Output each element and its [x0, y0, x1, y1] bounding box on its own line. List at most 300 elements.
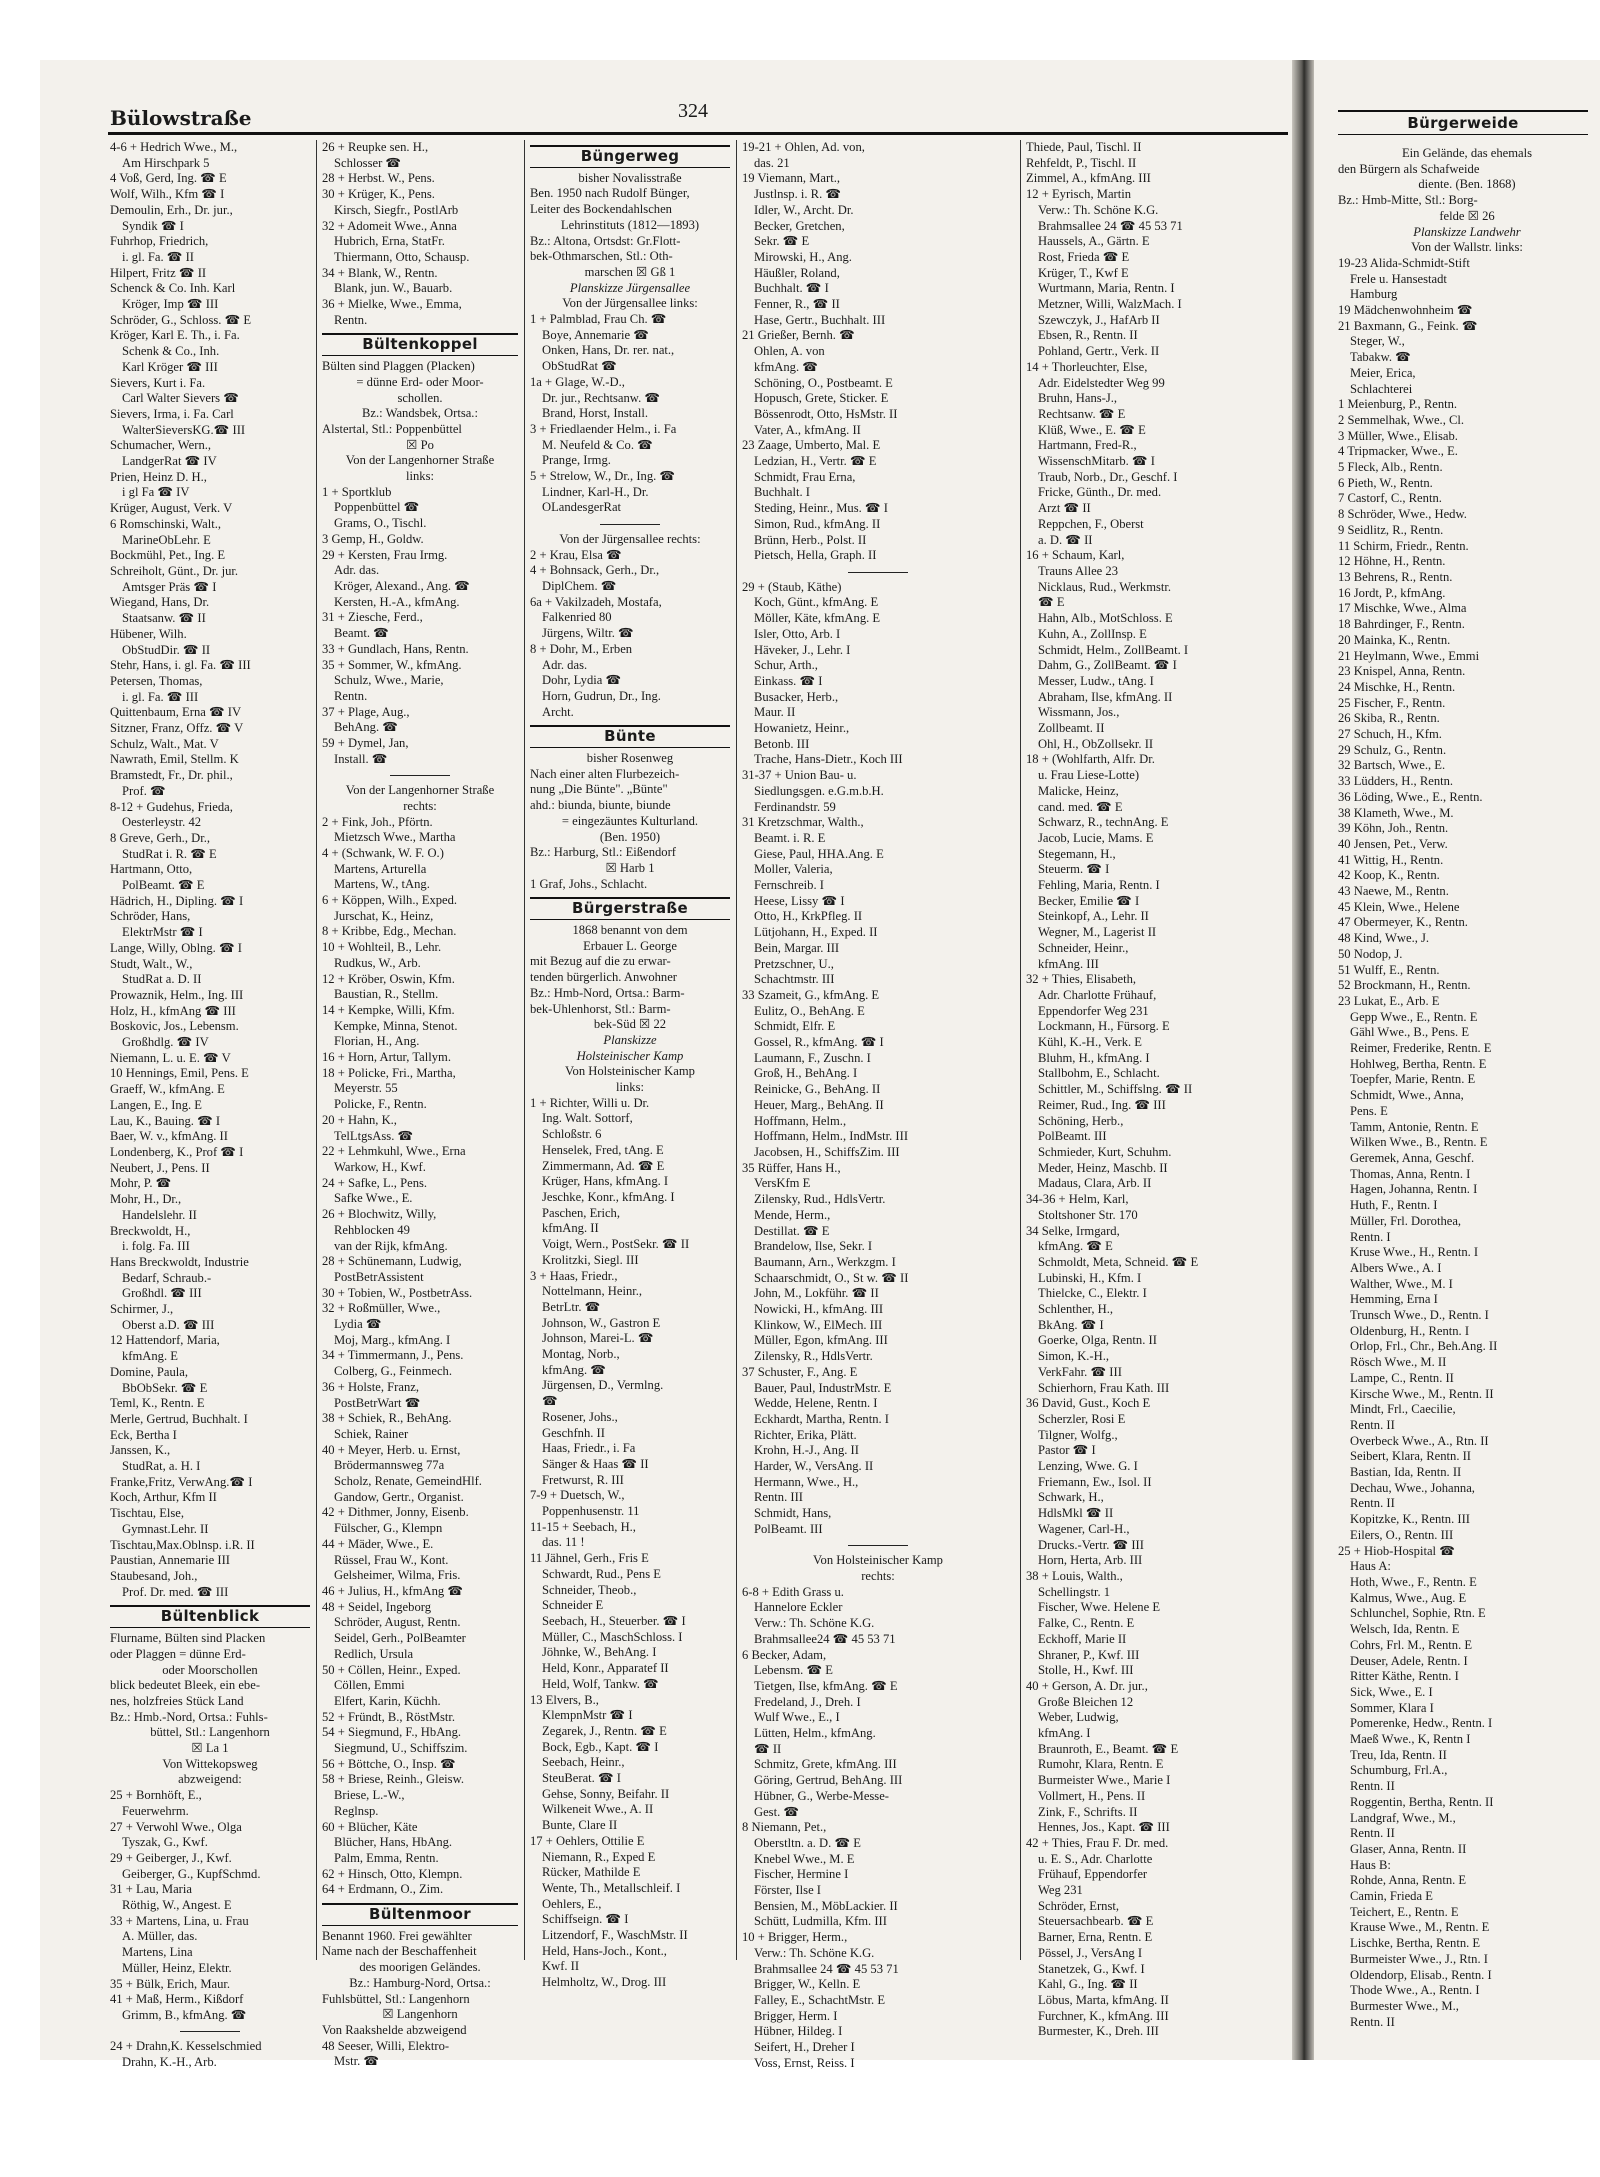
resident-entry: kfmAng. I [1038, 1726, 1091, 1741]
resident-entry: Eckhoff, Marie II [1038, 1631, 1127, 1646]
resident-entry: Staatsanw. ☎ II [122, 611, 206, 626]
resident-entry: Maeß Wwe., K, Rentn I [1350, 1732, 1471, 1747]
resident-entry: StudRat, a. H. I [122, 1459, 201, 1474]
resident-entry: Bössenrodt, Otto, HsMstr. II [754, 406, 898, 421]
resident-entry: Pastor ☎ I [1038, 1443, 1096, 1458]
address-entry: 4 Voß, Gerd, Ing. ☎ E [110, 171, 227, 186]
resident-entry: Gossel, R., kfmAng. ☎ I [754, 1035, 884, 1050]
address-entry: 44 + Mäder, Wwe., E. [322, 1536, 434, 1551]
resident-entry: Steinkopf, A., Lehr. II [1038, 909, 1149, 924]
right-page [1318, 60, 1600, 2060]
resident-entry: BehAng. ☎ [334, 720, 398, 735]
address-entry: ☒ Harb 1 [605, 860, 655, 875]
resident-entry: Jeschke, Konr., kfmAng. I [542, 1190, 675, 1204]
resident-entry: Rentn. II [1350, 1826, 1395, 1841]
address-entry: 35 + Sommer, W., kfmAng. [322, 657, 462, 672]
resident-entry: Wedde, Helene, Rentn. I [754, 1396, 878, 1411]
resident-entry: Mindt, Frl., Caecilie, [1350, 1402, 1456, 1417]
resident-entry: Stegemann, H., [1038, 846, 1116, 861]
resident-entry: Glaser, Anna, Rentn. II [1350, 1841, 1467, 1856]
resident-entry: Reimer, Rud., Ing. ☎ III [1038, 1097, 1166, 1112]
address-entry: Holz, H., kfmAng ☎ III [110, 1003, 236, 1018]
resident-entry: Lebensm. ☎ E [754, 1663, 833, 1678]
resident-entry: Kwf. II [542, 1959, 580, 1974]
address-entry: Planskizze Landwehr [1413, 224, 1521, 239]
resident-entry: Kalmus, Wwe., Aug. E [1350, 1590, 1467, 1605]
street-heading: Bünte [530, 725, 730, 748]
address-entry: 52 Brockmann, H., Rentn. [1338, 978, 1471, 993]
resident-entry: Kühl, K.-H., Verk. E [1038, 1035, 1143, 1050]
address-entry: bisher Novalisstraße [578, 170, 682, 185]
address-entry: Sitzner, Franz, Offz. ☎ V [110, 721, 244, 736]
resident-entry: Adr. das. [334, 563, 380, 578]
address-entry: Schirmer, J., [110, 1302, 174, 1317]
resident-entry: Fehling, Maria, Rentn. I [1038, 878, 1160, 893]
address-entry: 32 + Adomeit Wwe., Anna [322, 218, 457, 233]
resident-entry: StudRat a. D. II [122, 972, 202, 987]
resident-entry: Hoffmann, Helm., IndMstr. III [754, 1129, 909, 1144]
resident-entry: VersKfm E [754, 1176, 811, 1191]
resident-entry: Lenzing, Wwe. G. I [1038, 1459, 1138, 1474]
address-entry: oder Plaggen = dünne Erd- [110, 1646, 246, 1661]
directory-column-5 [1026, 140, 1288, 2039]
resident-entry: Moj, Marg., kfmAng. I [334, 1332, 451, 1347]
resident-entry: Eppendorfer Weg 231 [1038, 1003, 1149, 1018]
directory-column-6 [1338, 146, 1596, 2029]
address-entry: Bz.: Hmb-Nord, Ortsa.: Barm- [530, 985, 685, 1000]
address-entry: 26 + Blochwitz, Willy, [322, 1207, 437, 1222]
resident-entry: Beamt. ☎ [334, 626, 389, 641]
resident-entry: BetrLtr. ☎ [542, 1299, 601, 1314]
resident-entry: Grams, O., Tischl. [334, 516, 427, 531]
address-entry: 16 Jordt, P., kfmAng. [1338, 585, 1446, 600]
resident-entry: Tabakw. ☎ [1350, 350, 1411, 365]
address-entry: Eck, Bertha I [110, 1427, 177, 1442]
resident-entry: Roggentin, Bertha, Rentn. II [1350, 1794, 1494, 1809]
resident-entry: Zimmermann, Ad. ☎ E [542, 1158, 665, 1173]
address-entry: 13 Behrens, R., Rentn. [1338, 569, 1453, 584]
resident-entry: Wagener, Carl-H., [1038, 1521, 1130, 1536]
resident-entry: Pomerenke, Hedw., Rentn. I [1350, 1716, 1493, 1731]
resident-entry: Schmidt, Helm., ZollBeamt. I [1038, 642, 1189, 657]
resident-entry: Knebel Wwe., M. E [754, 1851, 855, 1866]
resident-entry: Poppenbüttel ☎ [334, 500, 420, 515]
column-divider [524, 140, 525, 1960]
address-entry: Mohr, P. ☎ [110, 1176, 172, 1191]
resident-entry: Schumburg, Frl.A., [1350, 1763, 1448, 1778]
address-entry: abzweigend: [178, 1772, 242, 1787]
address-entry: Prien, Heinz D. H., [110, 469, 207, 484]
resident-entry: Barner, Erna, Rentn. E [1038, 1930, 1153, 1945]
address-entry: 24 + Safke, L., Pens. [322, 1175, 428, 1190]
address-entry: 29 + Geiberger, J., Kwf. [110, 1850, 232, 1865]
address-entry: 18 Bahrdinger, F., Rentn. [1338, 617, 1465, 632]
address-entry: Bz.: Hmb-Mitte, Stl.: Borg- [1338, 193, 1478, 208]
address-entry: 24 + Drahn,K. Kesselschmied [110, 2039, 262, 2054]
resident-entry: Paschen, Erich, [542, 1205, 620, 1220]
address-entry: 8 Greve, Gerh., Dr., [110, 830, 211, 845]
directory-column-4 [742, 140, 1014, 2070]
resident-entry: Fricke, Günth., Dr. med. [1038, 485, 1162, 500]
address-entry: ahd.: biunda, biunte, biunde [530, 798, 671, 813]
address-entry: Wolf, Wilh., Kfm ☎ I [110, 187, 225, 202]
resident-entry: Dechau, Wwe., Johanna, [1350, 1480, 1475, 1495]
resident-entry: Wegner, M., Lagerist II [1038, 925, 1157, 940]
address-entry: Nach einer alten Flurbezeich- [530, 766, 680, 781]
address-entry: 26 + Reupke sen. H., [322, 140, 429, 154]
resident-entry: Großhdlg. ☎ IV [122, 1035, 209, 1050]
resident-entry: Trunsch Wwe., D., Rentn. I [1350, 1308, 1489, 1323]
resident-entry: Adr. Charlotte Frühauf, [1038, 987, 1157, 1002]
section-separator [530, 516, 730, 532]
address-entry: Prowaznik, Helm., Ing. III [110, 987, 244, 1002]
resident-entry: Reglnsp. [334, 1803, 379, 1818]
resident-entry: Brünn, Herb., Polst. II [754, 532, 867, 547]
resident-entry: Becker, Gretchen, [754, 218, 845, 233]
address-entry: 43 Naewe, M., Rentn. [1338, 884, 1449, 899]
address-entry: Hartmann, Otto, [110, 862, 193, 877]
address-entry: 56 + Böttche, O., Insp. ☎ [322, 1756, 456, 1771]
resident-entry: Abraham, Ilse, kfmAng. II [1038, 689, 1173, 704]
resident-entry: Walther, Wwe., M. I [1350, 1276, 1453, 1291]
resident-entry: Poppenhusenstr. 11 [542, 1504, 640, 1519]
address-entry: Teml, K., Rentn. E [110, 1396, 205, 1411]
resident-entry: Brand, Horst, Install. [542, 406, 648, 421]
address-entry: 31 + Lau, Maria [110, 1882, 192, 1897]
address-entry: 35 Rüffer, Hans H., [742, 1160, 841, 1175]
resident-entry: Hennes, Jos., Kapt. ☎ III [1038, 1820, 1170, 1835]
address-entry: Paustian, Annemarie III [110, 1553, 230, 1568]
resident-entry: Fülscher, G., Klempn [334, 1521, 443, 1536]
resident-entry: Rentn. II [1350, 1779, 1395, 1794]
address-entry: Ben. 1950 nach Rudolf Bünger, [530, 186, 690, 201]
address-entry: bek-Uhlenhorst, Stl.: Barm- [530, 1001, 671, 1016]
resident-entry: Prof. ☎ [122, 783, 166, 798]
address-entry: 3 + Friedlaender Helm., i. Fa [530, 421, 677, 436]
resident-entry: Brödermannsweg 77a [334, 1458, 445, 1473]
resident-entry: Siegmund, U., Schiffszim. [334, 1741, 468, 1756]
address-entry: 48 Seeser, Willi, Elektro- [322, 2038, 450, 2053]
address-entry: bisher Rosenweg [586, 751, 674, 766]
resident-entry: Steger, W., [1350, 334, 1405, 349]
resident-entry: Henselek, Fred, tAng. E [542, 1142, 664, 1157]
resident-entry: Goerke, Olga, Rentn. II [1038, 1333, 1157, 1348]
resident-entry: kfmAng. E [122, 1349, 178, 1364]
resident-entry: Moller, Valeria, [754, 862, 833, 877]
resident-entry: Handelslehr. II [122, 1207, 197, 1222]
resident-entry: Horn, Gudrun, Dr., Ing. [542, 688, 661, 703]
resident-entry: Brahmsallee24 ☎ 45 53 71 [754, 1631, 896, 1646]
resident-entry: Schellingstr. 1 [1038, 1584, 1111, 1599]
address-entry: 1 + Palmblad, Frau Ch. ☎ [530, 312, 667, 327]
resident-entry: i. gl. Fa. ☎ II [122, 249, 195, 264]
resident-entry: Nowicki, H., kfmAng. III [754, 1302, 884, 1317]
resident-entry: Policke, F., Rentn. [334, 1097, 427, 1112]
address-entry: 59 + Dymel, Jan, [322, 736, 409, 751]
resident-entry: Frele u. Hansestadt [1350, 271, 1447, 286]
address-entry: 38 + Schiek, R., BehAng. [322, 1411, 452, 1426]
address-entry: büttel, Stl.: Langenhorn [150, 1725, 270, 1740]
resident-entry: Zilensky, Rud., HdlsVertr. [754, 1192, 886, 1207]
address-entry: Von Raakshelde abzweigend [322, 2022, 467, 2037]
resident-entry: Lindner, Karl-H., Dr. [542, 484, 649, 499]
resident-entry: Haas, Friedr., i. Fa [542, 1441, 636, 1456]
address-entry: 21 Heylmann, Wwe., Emmi [1338, 648, 1480, 663]
address-entry: 34 + Timmermann, J., Pens. [322, 1348, 464, 1363]
address-entry: 23 Lukat, E., Arb. E [1338, 993, 1440, 1008]
resident-entry: Gandow, Gertr., Organist. [334, 1489, 464, 1504]
resident-entry: Steuersachbearb. ☎ E [1038, 1914, 1154, 1929]
resident-entry: Bastian, Ida, Rentn. II [1350, 1465, 1462, 1480]
resident-entry: Jurschat, K., Heinz, [334, 908, 434, 923]
address-entry: 3 + Haas, Friedr., [530, 1268, 618, 1283]
address-entry: 31 + Ziesche, Ferd., [322, 610, 423, 625]
address-entry: 8-12 + Gudehus, Frieda, [110, 799, 233, 814]
address-entry: 23 Knispel, Anna, Rentn. [1338, 664, 1466, 679]
address-entry: nes, holzfreies Stück Land [110, 1693, 244, 1708]
resident-entry: Rehblocken 49 [334, 1222, 410, 1237]
resident-entry: Orlop, Frl., Chr., Beh.Ang. II [1350, 1339, 1498, 1354]
resident-entry: Madaus, Clara, Arb. II [1038, 1176, 1152, 1191]
resident-entry: Schenk & Co., Inh. [122, 344, 220, 359]
resident-entry: Martens, W., tAng. [334, 877, 430, 892]
address-entry: 3 Müller, Wwe., Elisab. [1338, 428, 1458, 443]
resident-entry: Cöllen, Emmi [334, 1678, 405, 1693]
resident-entry: u. E. S., Adr. Charlotte [1038, 1851, 1153, 1866]
resident-entry: Schlosser ☎ [334, 155, 402, 170]
address-entry: Petersen, Thomas, [110, 673, 203, 688]
resident-entry: Groß, H., BehAng. I [754, 1066, 858, 1081]
resident-entry: Gymnast.Lehr. II [122, 1521, 209, 1536]
resident-entry: Howanietz, Heinr., [754, 721, 850, 736]
directory-column-3 [530, 140, 730, 2020]
address-entry: 32 + Roßmüller, Wwe., [322, 1301, 441, 1316]
resident-entry: Brahmsallee 24 ☎ 45 53 71 [1038, 218, 1183, 233]
resident-entry: Warkow, H., Kwf. [334, 1160, 426, 1174]
resident-entry: Hubrich, Erna, StatFr. [334, 234, 445, 249]
resident-entry: Schlunchel, Sophie, Rtn. E [1350, 1606, 1486, 1621]
resident-entry: Schur, Arth., [754, 658, 818, 673]
address-entry: Boskovic, Jos., Lebensm. [110, 1019, 239, 1034]
address-entry: 25 Fischer, F., Rentn. [1338, 695, 1446, 710]
resident-entry: Brigger, Herm. I [754, 2008, 838, 2023]
address-entry: felde ☒ 26 [1439, 208, 1495, 223]
address-entry: Holsteinischer Kamp [576, 1048, 684, 1063]
resident-entry: Rudkus, W., Arb. [334, 955, 421, 970]
resident-entry: Schlachterei [1350, 381, 1413, 396]
address-entry: 14 + Kempke, Willi, Kfm. [322, 1002, 455, 1017]
resident-entry: Schloßstr. 6 [542, 1127, 602, 1142]
resident-entry: Reppchen, F., Oberst [1038, 516, 1144, 531]
resident-entry: Schierhorn, Frau Kath. III [1038, 1380, 1170, 1395]
address-entry: 19 Mädchenwohnheim ☎ [1338, 303, 1473, 318]
resident-entry: Malicke, Heinz, [1038, 783, 1119, 798]
resident-entry: Wente, Th., Metallschleif. I [542, 1880, 681, 1895]
resident-entry: Ing. Walt. Sottorf, [542, 1111, 633, 1126]
resident-entry: Drahn, K.-H., Arb. [122, 2055, 217, 2070]
resident-entry: Haus B: [1350, 1857, 1391, 1872]
address-entry: 11-15 + Seebach, H., [530, 1519, 636, 1534]
address-entry: rechts: [403, 798, 437, 813]
resident-entry: Bauer, Paul, IndustrMstr. E [754, 1380, 892, 1395]
resident-entry: OLandesgerRat [542, 500, 622, 515]
address-entry: Koch, Arthur, Kfm II [110, 1490, 217, 1505]
resident-entry: Rechtsanw. ☎ E [1038, 406, 1126, 421]
resident-entry: Bluhm, H., kfmAng. I [1038, 1050, 1150, 1065]
address-entry: Janssen, K., [110, 1443, 171, 1458]
address-entry: 50 Nodop, J. [1338, 946, 1403, 961]
resident-entry: Stolle, H., Kwf. III [1038, 1663, 1134, 1678]
resident-entry: Krohn, H.-J., Ang. II [754, 1443, 859, 1458]
address-entry: 34-36 + Helm, Karl, [1026, 1192, 1129, 1207]
address-entry: 9 Seidlitz, R., Rentn. [1338, 522, 1444, 537]
resident-entry: Seebach, Heinr., [542, 1755, 625, 1770]
page-header-street: Bülowstraße [110, 106, 252, 130]
resident-entry: Wurtmann, Maria, Rentn. I [1038, 281, 1175, 296]
resident-entry: das. 21 [754, 155, 790, 170]
resident-entry: Frühauf, Eppendorfer [1038, 1867, 1148, 1882]
address-entry: Neubert, J., Pens. II [110, 1160, 210, 1175]
resident-entry: Gest. ☎ [754, 1804, 800, 1819]
resident-entry: Schmieder, Kurt, Schuhm. [1038, 1145, 1172, 1159]
address-entry: Fuhlsbüttel, Stl.: Langenhorn [322, 1991, 470, 2006]
resident-entry: Helmholtz, W., Drog. III [542, 1975, 667, 1990]
address-entry: Bz.: Altona, Ortsdst: Gr.Flott- [530, 233, 681, 248]
resident-entry: Wilkeneit Wwe., A. II [542, 1802, 654, 1817]
resident-entry: Große Bleichen 12 [1038, 1694, 1134, 1709]
address-entry: 32 Bartsch, Wwe., E. [1338, 758, 1446, 773]
address-entry: Alstertal, Stl.: Poppenbüttel [322, 421, 462, 436]
address-entry: Stehr, Hans, i. gl. Fa. ☎ III [110, 658, 251, 673]
address-entry: 12 + Kröber, Oswin, Kfm. [322, 971, 455, 986]
address-entry: 33 + Gundlach, Hans, Rentn. [322, 641, 469, 656]
address-entry: 40 + Meyer, Herb. u. Ernst, [322, 1442, 461, 1457]
resident-entry: PolBeamt. III [754, 1521, 823, 1536]
resident-entry: Falke, C., Rentn. E [1038, 1616, 1135, 1631]
resident-entry: Hoffmann, Helm., [754, 1113, 847, 1128]
address-entry: 12 Höhne, H., Rentn. [1338, 554, 1446, 569]
resident-entry: Ferdinandstr. 59 [754, 799, 836, 814]
resident-entry: Jöhnke, W., BehAng. I [542, 1645, 657, 1660]
address-entry: 36 + Holste, Franz, [322, 1379, 419, 1394]
address-entry: Fuhrhop, Friedrich, [110, 234, 209, 249]
address-entry: des moorigen Geländes. [359, 1960, 481, 1975]
address-entry: 33 Lüdders, H., Rentn. [1338, 774, 1454, 789]
resident-entry: Schmidt, Elfr. E [754, 1019, 836, 1034]
resident-entry: Oehlers, E., [542, 1896, 602, 1911]
resident-entry: Müller, Egon, kfmAng. III [754, 1333, 888, 1348]
page-number: 324 [678, 100, 708, 122]
resident-entry: Lubinski, H., Kfm. I [1038, 1270, 1142, 1285]
address-entry: 5 + Strelow, W., Dr., Ing. ☎ [530, 469, 676, 484]
resident-entry: Burmeister Wwe., Marie I [1038, 1773, 1171, 1788]
address-entry: 10 + Wohlteil, B., Lehr. [322, 940, 442, 955]
resident-entry: Seebach, H., Steuerber. ☎ I [542, 1613, 686, 1628]
address-entry: 29 Schulz, G., Rentn. [1338, 742, 1447, 757]
resident-entry: LandgerRat ☎ IV [122, 454, 217, 469]
resident-entry: kfmAng. II [542, 1221, 599, 1236]
resident-entry: Kruse Wwe., H., Rentn. I [1350, 1245, 1479, 1260]
resident-entry: Install. ☎ [334, 751, 388, 766]
resident-entry: Voigt, Wern., PostSekr. ☎ II [542, 1237, 690, 1252]
address-entry: Bz.: Hamburg-Nord, Ortsa.: [349, 1975, 491, 1990]
address-entry: 2 + Krau, Elsa ☎ [530, 547, 622, 562]
resident-entry: WalterSieversKG.☎ III [122, 422, 246, 437]
address-entry: ☒ La 1 [191, 1741, 229, 1756]
resident-entry: Sommer, Klara I [1350, 1700, 1434, 1715]
resident-entry: Cohrs, Frl. M., Rentn. E [1350, 1637, 1473, 1652]
resident-entry: Oberst a.D. ☎ III [122, 1317, 215, 1332]
resident-entry: Geschfnh. II [542, 1425, 605, 1440]
resident-entry: Brandelow, Ilse, Sekr. I [754, 1239, 873, 1254]
street-heading: Bültenblick [110, 1605, 310, 1628]
resident-entry: Schneider, Theob., [542, 1582, 637, 1597]
address-entry: Name nach der Beschaffenheit [322, 1944, 477, 1959]
address-entry: Schulz, Walt., Mat. V [110, 736, 219, 751]
resident-entry: Jürgens, Wiltr. ☎ [542, 626, 634, 641]
resident-entry: Lockmann, H., Fürsorg. E [1038, 1019, 1170, 1034]
address-entry: links: [406, 469, 434, 484]
resident-entry: Johnson, Marei-L. ☎ [542, 1331, 654, 1346]
resident-entry: Verw.: Th. Schöne K.G. [1038, 202, 1159, 217]
resident-entry: Tyszak, G., Kwf. [122, 1835, 208, 1850]
resident-entry: Camin, Frieda E [1350, 1889, 1433, 1904]
address-entry: Hans Breckwoldt, Industrie [110, 1254, 249, 1269]
resident-entry: Krüger, Hans, kfmAng. I [542, 1174, 669, 1189]
resident-entry: Hase, Gertr., Buchhalt. III [754, 312, 886, 327]
resident-entry: Thomas, Anna, Rentn. I [1350, 1166, 1471, 1181]
address-entry: = eingezäuntes Kulturland. [561, 813, 699, 828]
resident-entry: Pens. E [1350, 1103, 1388, 1118]
resident-entry: Colberg, G., Feinmech. [334, 1364, 452, 1379]
address-entry: marschen ☒ Gß 1 [584, 264, 676, 279]
resident-entry: Lütten, Helm., kfmAng. [754, 1726, 876, 1741]
address-entry: Bz.: Wandsbek, Ortsa.: [362, 406, 478, 421]
resident-entry: Geremek, Anna, Geschf. [1350, 1151, 1475, 1165]
resident-entry: Schneider E [542, 1598, 604, 1613]
resident-entry: Hartmann, Fred-R., [1038, 438, 1137, 453]
address-entry: 21 Grießer, Bernh. ☎ [742, 328, 855, 343]
address-entry: 8 + Dohr, M., Erben [530, 641, 633, 656]
address-entry: 40 + Gerson, A. Dr. jur., [1026, 1678, 1148, 1693]
resident-entry: Schmoldt, Meta, Schneid. ☎ E [1038, 1254, 1199, 1269]
resident-entry: Rentn. II [1350, 1417, 1395, 1432]
address-entry: blick bedeutet Bleek, ein ebe- [110, 1678, 261, 1693]
resident-entry: Schröder, Ernst, [1038, 1898, 1119, 1913]
address-entry: Hädrich, H., Dipling. ☎ I [110, 893, 244, 908]
resident-entry: Müller, C., MaschSchloss. I [542, 1629, 683, 1644]
resident-entry: Feuerwehrm. [122, 1803, 189, 1818]
page-header-street-right: Bürgerweide [1338, 110, 1588, 135]
address-entry: Krüger, August, Verk. V [110, 501, 233, 516]
resident-entry: Am Hirschpark 5 [122, 155, 210, 170]
resident-entry: Reinicke, G., BehAng. II [754, 1082, 881, 1097]
address-entry: Von Holsteinischer Kamp [565, 1064, 695, 1079]
address-entry: 62 + Hinsch, Otto, Klempn. [322, 1866, 463, 1881]
address-entry: Kröger, Karl E. Th., i. Fa. [110, 328, 240, 343]
address-entry: 36 + Mielke, Wwe., Emma, [322, 297, 462, 312]
address-entry: Bülten sind Plaggen (Placken) [322, 359, 475, 374]
resident-entry: Syndik ☎ I [122, 218, 184, 233]
address-entry: 50 + Cöllen, Heinr., Exped. [322, 1662, 461, 1677]
address-entry: 10 Hennings, Emil, Pens. E [110, 1066, 249, 1081]
resident-entry: Wilken Wwe., B., Rentn. E [1350, 1135, 1488, 1150]
address-entry: Erbauer L. George [583, 938, 677, 953]
resident-entry: Zegarek, J., Rentn. ☎ E [542, 1723, 667, 1738]
resident-entry: Thode Wwe., A., Rentn. I [1350, 1983, 1480, 1998]
address-entry: 42 Koop, K., Rentn. [1338, 868, 1440, 883]
address-entry: 51 Wulff, E., Rentn. [1338, 962, 1440, 977]
